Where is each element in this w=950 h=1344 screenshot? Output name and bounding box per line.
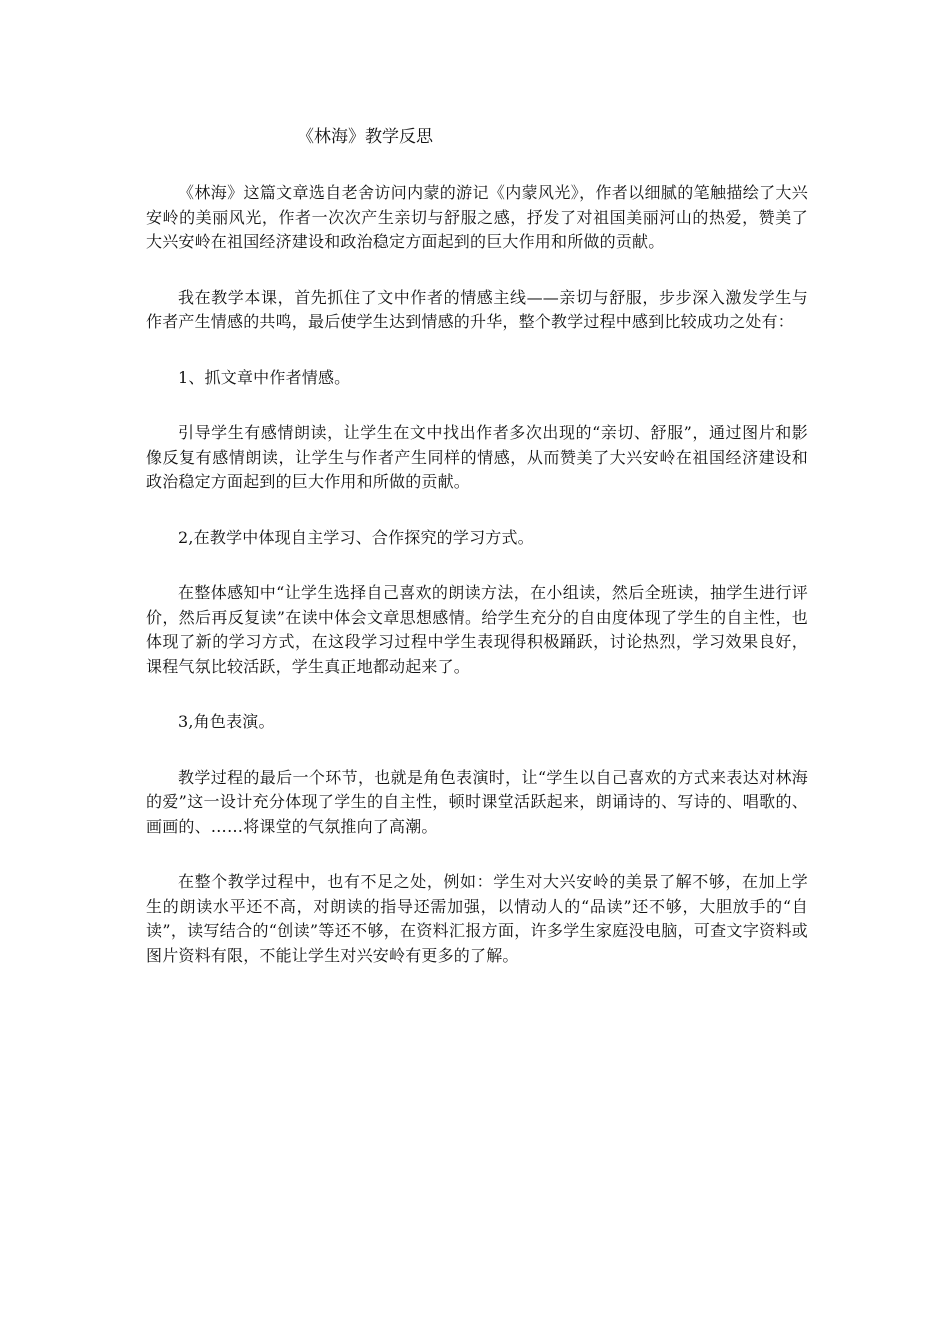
section-paragraph-3: 教学过程的最后一个环节，也就是角色表演时，让“学生以自己喜欢的方式来表达对林海的爱”这一设计充分体现了学生的自主性，顿时课堂活跃起来，朗诵诗的、写诗的、唱歌的、画画的、……将课堂的气氛推向了高潮。 bbox=[146, 767, 808, 836]
overview-paragraph: 我在教学本课，首先抓住了文中作者的情感主线——亲切与舒服，步步深入激发学生与作者产生情感的共鸣，最后使学生达到情感的升华，整个教学过程中感到比较成功之处有： bbox=[146, 287, 808, 331]
section-paragraph-2: 在整体感知中“让学生选择自己喜欢的朗读方法，在小组读，然后全班读，抽学生进行评价，然后再反复读”在读中体会文章思想感情。给学生充分的自由度体现了学生的自主性，也体现了新的学习方式，在这段学习过程中学生表现得积极踊跃，讨论热烈，学习效果良好，课程气氛比较活跃，学生真正地都动起来了。 bbox=[146, 583, 808, 676]
section-heading-1: 1、抓文章中作者情感。 bbox=[178, 367, 351, 387]
section-heading-3: 3,角色表演。 bbox=[178, 712, 275, 731]
section-paragraph-1: 引导学生有感情朗读，让学生在文中找出作者多次出现的“亲切、舒服”，通过图片和影像反复有感情朗读，让学生与作者产生同样的情感，从而赞美了大兴安岭在祖国经济建设和政治稳定方面起到的巨大作用和所做的贡献。 bbox=[146, 423, 808, 491]
section-heading-2: 2,在教学中体现自主学习、合作探究的学习方式。 bbox=[178, 527, 534, 547]
document-body bbox=[146, 181, 808, 999]
conclusion-paragraph: 在整个教学过程中，也有不足之处，例如：学生对大兴安岭的美景了解不够，在加上学生的朗读水平还不高，对朗读的指导还需加强，以情动人的“品读”还不够，大胆放手的“自读”，读写结合的“创读”等还不够，在资料汇报方面，许多学生家庭没电脑，可查文字资料或图片资料有限，不能让学生对兴安岭有更多的了解。 bbox=[146, 872, 808, 965]
intro-paragraph: 《林海》这篇文章选自老舍访问内蒙的游记《内蒙风光》，作者以细腻的笔触描绘了大兴安岭的美丽风光，作者一次次产生亲切与舒服之感，抒发了对祖国美丽河山的热爱，赞美了大兴安岭在祖国经济建设和政治稳定方面起到的巨大作用和所做的贡献。 bbox=[146, 183, 808, 251]
document-title: 《林海》教学反思 bbox=[297, 127, 433, 147]
